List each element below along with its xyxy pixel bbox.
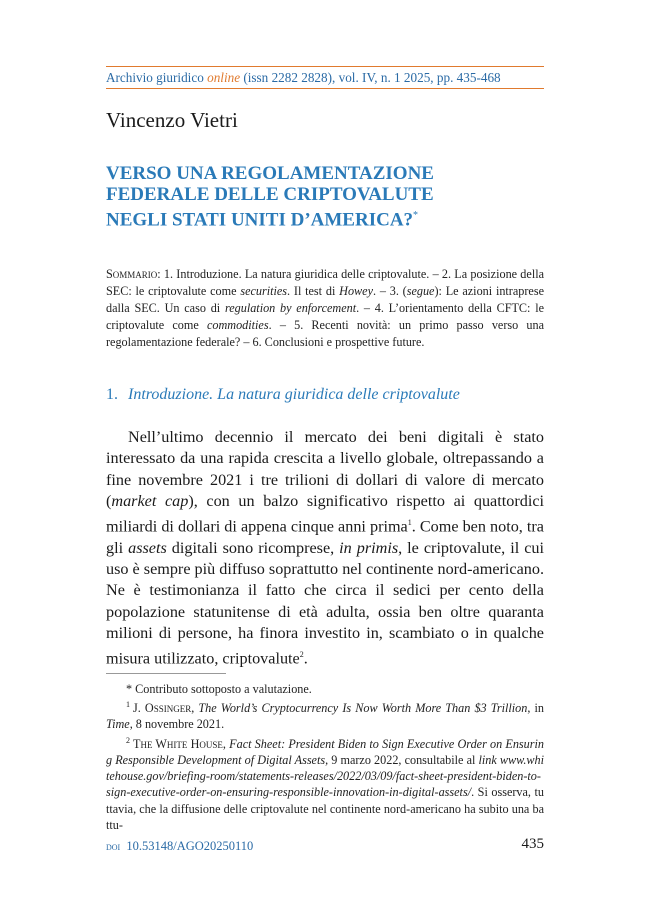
summary-italic: regulation by enforcement <box>224 301 357 315</box>
footnote-italic: Time <box>106 717 130 732</box>
summary-text: : 1. Introduzione. La natura giuridica delle criptovalute. – 2. La posizione della SEC: le criptovalute come <box>106 267 544 298</box>
doi-label: doi <box>106 841 121 853</box>
body-text: . Come ben noto, tra gli <box>106 517 544 557</box>
footnote-1 <box>106 697 544 732</box>
doi[interactable] <box>106 839 253 854</box>
body-text: digitali sono ricompresе, <box>166 538 340 557</box>
journal-header <box>106 70 544 86</box>
summary-italic: segue <box>406 284 435 298</box>
body-italic: market cap <box>111 491 189 510</box>
footnotes <box>106 681 544 833</box>
summary-italic: commodities <box>206 318 269 332</box>
header-top-rule <box>106 66 544 67</box>
footnote-star: * Contributo sottoposto a valutazione. <box>126 682 312 696</box>
body-italic: in primis <box>339 538 399 557</box>
footnote-text: , <box>191 701 199 716</box>
author-name: Vincenzo Vietri <box>106 108 238 132</box>
summary-italic: Howey <box>339 284 373 298</box>
section-title: Introduzione. La natura giuridica delle criptovalute <box>128 386 460 403</box>
footnote-text: , 8 novembre 2021. <box>129 717 225 732</box>
title-footnote-mark: * <box>413 210 419 221</box>
article-title <box>106 163 544 230</box>
summary-text: . – 4. L’orientamento della CFTC: le criptovalute come <box>106 301 544 332</box>
footnote-italic: Fact Sheet: President Biden to Sign Executive Order on Ensuring Responsible Development of Digital Assets, <box>106 736 544 767</box>
footnote-ref-1[interactable]: 1 <box>407 518 412 528</box>
footnote-number: 1 <box>126 700 130 710</box>
title-line-1: VERSO UNA REGOLAMENTAZIONE <box>106 163 434 184</box>
title-line-3-text: NEGLI STATI UNITI D’AMERICA? <box>106 209 414 231</box>
footnote-text: J. <box>133 701 145 716</box>
summary-italic: securities <box>240 284 288 298</box>
journal-online: online <box>207 70 241 85</box>
doi-value: 10.53148/AGO20250110 <box>123 839 254 853</box>
body-paragraph <box>106 427 544 670</box>
summary-text: . Il test di <box>287 284 340 298</box>
footnote-rule <box>106 673 226 674</box>
header-bottom-rule <box>106 88 544 89</box>
section-number: 1. <box>106 386 118 403</box>
section-heading <box>106 386 460 404</box>
body-text: , le criptovalute, il cui uso è sempre più diffuso soprattutto nel continente nord-americano. Ne è testimonianza il fatto che circa il sedici per cento della popolazione statunitense di età adulta, ossia ben oltre quaranta milioni di persone, ha finora investito in, scambiato o in qualche misura utilizzato, criptovalute <box>106 538 544 668</box>
footnote-text: , <box>222 736 230 751</box>
body-text: . <box>303 649 308 668</box>
footnote-author: Ossinger <box>144 701 192 716</box>
footnote-ref-2[interactable]: 2 <box>299 650 304 660</box>
summary-text: ): Le azioni intraprese dalla SEC. Un caso di <box>106 284 544 315</box>
footnote-2 <box>106 733 544 833</box>
page-number: 435 <box>521 836 544 852</box>
summary-text: . – 3. ( <box>372 284 407 298</box>
footnote-number: 2 <box>126 735 130 745</box>
summary <box>106 266 544 351</box>
footnote-italic: The World’s Cryptocurrency Is Now Worth More Than $3 Trillion <box>198 701 528 716</box>
footnote-link[interactable]: link www.whitehouse.gov/briefing-room/statements-releases/2022/03/09/fact-sheet-president-biden-to-sign-executive-order-on-ensuring-responsible-innovation-in-digital-assets/ <box>106 752 545 800</box>
body-text: ), con un balzo significativo rispetto ai quattordici miliardi di dollari di appena cinque anni prima <box>106 491 544 536</box>
footnote-text: , in <box>527 701 544 716</box>
footnote-text: 9 marzo 2022, consultabile al <box>328 752 479 767</box>
footnote-text: . Si osserva, tuttavia, che la diffusione delle criptovalute nel continente nord-americano ha subito una battu- <box>106 785 544 832</box>
body-italic: assets <box>128 538 167 557</box>
journal-issue: (issn 2282 2828), vol. IV, n. 1 2025, pp. 435-468 <box>240 70 501 85</box>
summary-text: . – 5. Recenti novità: un primo passo verso una regolamentazione federale? – 6. Conclusioni e prospettive future. <box>106 318 544 349</box>
footnote-author: The White House <box>133 736 223 751</box>
journal-name: Archivio giuridico <box>106 70 208 85</box>
title-line-3 <box>106 205 544 230</box>
body-text: Nell’ultimo decennio il mercato dei beni digitali è stato interessato da una rapida crescita a livello globale, oltrepassando a fine novembre 2021 i tre trilioni di dollari di valore di mercato ( <box>106 428 544 510</box>
summary-label: Sommario <box>106 267 158 281</box>
title-line-2: FEDERALE DELLE CRIPTOVALUTE <box>106 184 434 205</box>
